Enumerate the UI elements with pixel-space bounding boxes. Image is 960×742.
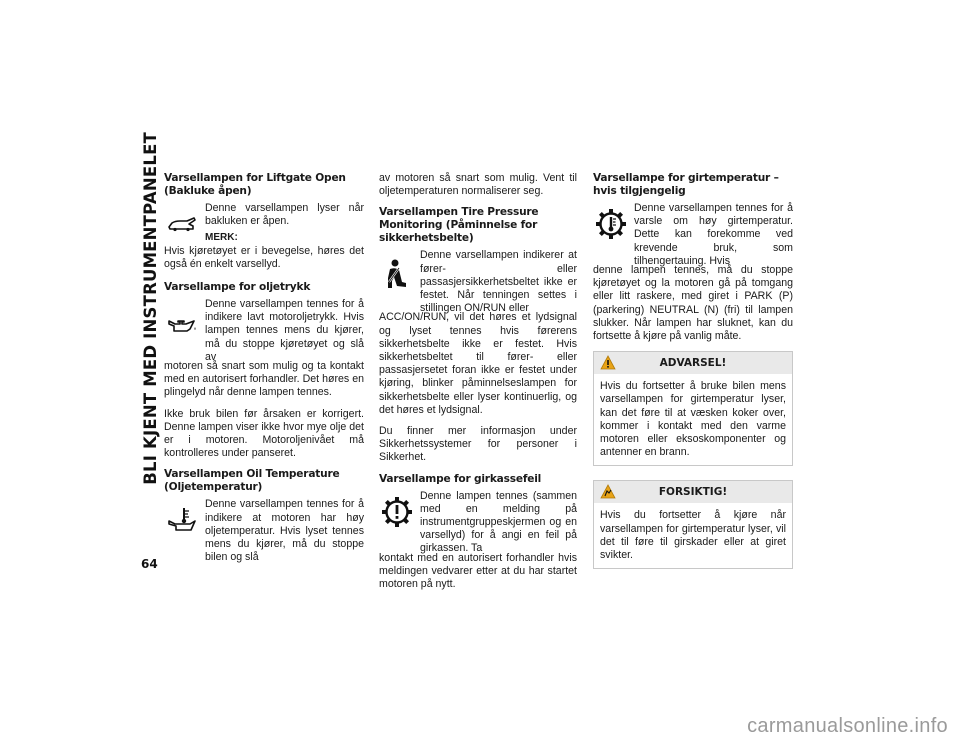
- tpms-continuation: ACC/ON/RUN, vil det høres et lydsignal og lyset tennes hvis førerens sikkerhetsbelte ikke er festet. Hvis sikkerhetsbeltet til fører- eller passasjersetet foran ikke er festet under kjøring, blinker påminnelseslampen for sikkerhetsbelte eller lyser kontinuerlig, og det høres et lydsignal.: [379, 311, 577, 416]
- trans-temp-section: [593, 202, 793, 268]
- oil-temp-text: Denne varsellampen tennes for å indikere at motoren har høy oljetemperatur. Hvis lyset tennes mens du kjører, må du stoppe bilen og slå: [205, 498, 364, 564]
- oil-pressure-heading: Varsellampe for oljetrykk: [164, 281, 311, 294]
- tpms-section: [379, 249, 577, 315]
- page-number: 64: [141, 557, 158, 571]
- warning-box-header: [594, 352, 792, 374]
- seatbelt-icon: [379, 257, 415, 293]
- oil-pressure-extra: Ikke bruk bilen før årsaken er korrigert. Denne lampen viser ikke hvor mye olje det er i motoren. Motoroljenivået må kontrolleres under panseret.: [164, 407, 364, 460]
- oil-can-icon: [164, 308, 200, 344]
- gearbox-heading: Varsellampe for girkassefeil: [379, 472, 542, 485]
- column-3: [593, 172, 793, 583]
- caution-box: [593, 480, 793, 569]
- tpms-text: Denne varsellampen indikerer at fører- eller passasjersikkerhetsbeltet ikke er festet. Når tenningen settes i stillingen ON/RUN eller: [420, 249, 577, 315]
- liftgate-text: Denne varsellampen lyser når bakluken er åpen.: [205, 202, 364, 228]
- warning-text: Hvis du fortsetter å bruke bilen mens varsellampen for girtemperatur lyser, kan det føre til at væsken koker over, kommer i kontakt med den varme motoren eller eksoskomponenter og antenner en brann.: [600, 380, 786, 459]
- liftgate-heading: Varsellampen for Liftgate Open (Bakluke åpen): [164, 172, 346, 197]
- side-title: [138, 131, 162, 485]
- liftgate-section: [164, 202, 364, 245]
- trans-temp-continuation: denne lampen tennes, må du stoppe kjøretøyet og la motoren gå på tomgang eller litt raskere, med giret i PARK (P) (parkering) NEUTRAL (N) (fri) til lampen slukker. Når lampen har sluknet, kan du fortsette å kjøre på vanlig måte.: [593, 264, 793, 343]
- transmission-fault-icon: [379, 494, 415, 530]
- oil-temp-heading: Varsellampen Oil Temperature (Oljetemperatur): [164, 468, 340, 494]
- oil-temp-section: [164, 498, 364, 564]
- column-2: [379, 172, 577, 599]
- warning-triangle-icon: [600, 355, 616, 374]
- watermark: carmanualsonline.info: [747, 715, 948, 737]
- warning-box: [593, 351, 793, 466]
- tpms-extra: Du finner mer informasjon under Sikkerhetssystemer for personer i Sikkerhet.: [379, 425, 577, 464]
- caution-text: Hvis du fortsetter å kjøre når varsellampen for girtemperatur lyser, vil det til føre til girskader eller at giret svikter.: [600, 509, 786, 562]
- note-label: MERK:: [205, 232, 238, 244]
- tpms-heading: Varsellampen Tire Pressure Monitoring (Påminnelse for sikkerhetsbelte): [379, 206, 539, 245]
- note-text: Hvis kjøretøyet er i bevegelse, høres det også én enkelt varsellyd.: [164, 244, 364, 270]
- caution-triangle-icon: [600, 484, 616, 503]
- oil-pressure-text: Denne varsellampen tennes for å indikere lavt motoroljetrykk. Hvis lampen tennes mens du kjører, må du stoppe kjøretøyet og slå av: [205, 298, 364, 363]
- caution-title: FORSIKTIG!: [658, 485, 728, 498]
- oil-temp-continuation: av motoren så snart som mulig. Vent til oljetemperaturen normaliserer seg.: [379, 172, 577, 198]
- oil-temperature-icon: [164, 502, 200, 538]
- liftgate-open-icon: [164, 206, 200, 242]
- transmission-temperature-icon: [593, 206, 629, 242]
- trans-temp-text: Denne varsellampen tennes for å varsle om høy girtemperatur. Dette kan forekomme ved krevende bruk, som tilhengertauing. Hvis: [634, 202, 793, 267]
- caution-box-header: [594, 481, 792, 503]
- oil-pressure-section: [164, 298, 364, 364]
- column-1: [164, 172, 364, 564]
- trans-temp-heading: Varsellampe for girtemperatur – hvis tilgjengelig: [593, 172, 779, 197]
- gearbox-continuation: kontakt med en autorisert forhandler hvis meldingen vedvarer etter at du har startet motoren på nytt.: [379, 551, 577, 591]
- side-title-text: BLI KJENT MED INSTRUMENTPANELET: [140, 131, 160, 485]
- oil-pressure-continuation: motoren så snart som mulig og ta kontakt med en autorisert forhandler. Det høres en plingelyd når denne lampen tennes.: [164, 360, 364, 399]
- gearbox-text: Denne lampen tennes (sammen med en melding på instrumentgruppeskjermen og en varsellyd) for å angi en feil på girkassen. Ta: [420, 489, 577, 555]
- gearbox-section: [379, 490, 577, 556]
- warning-title: ADVARSEL!: [659, 356, 727, 369]
